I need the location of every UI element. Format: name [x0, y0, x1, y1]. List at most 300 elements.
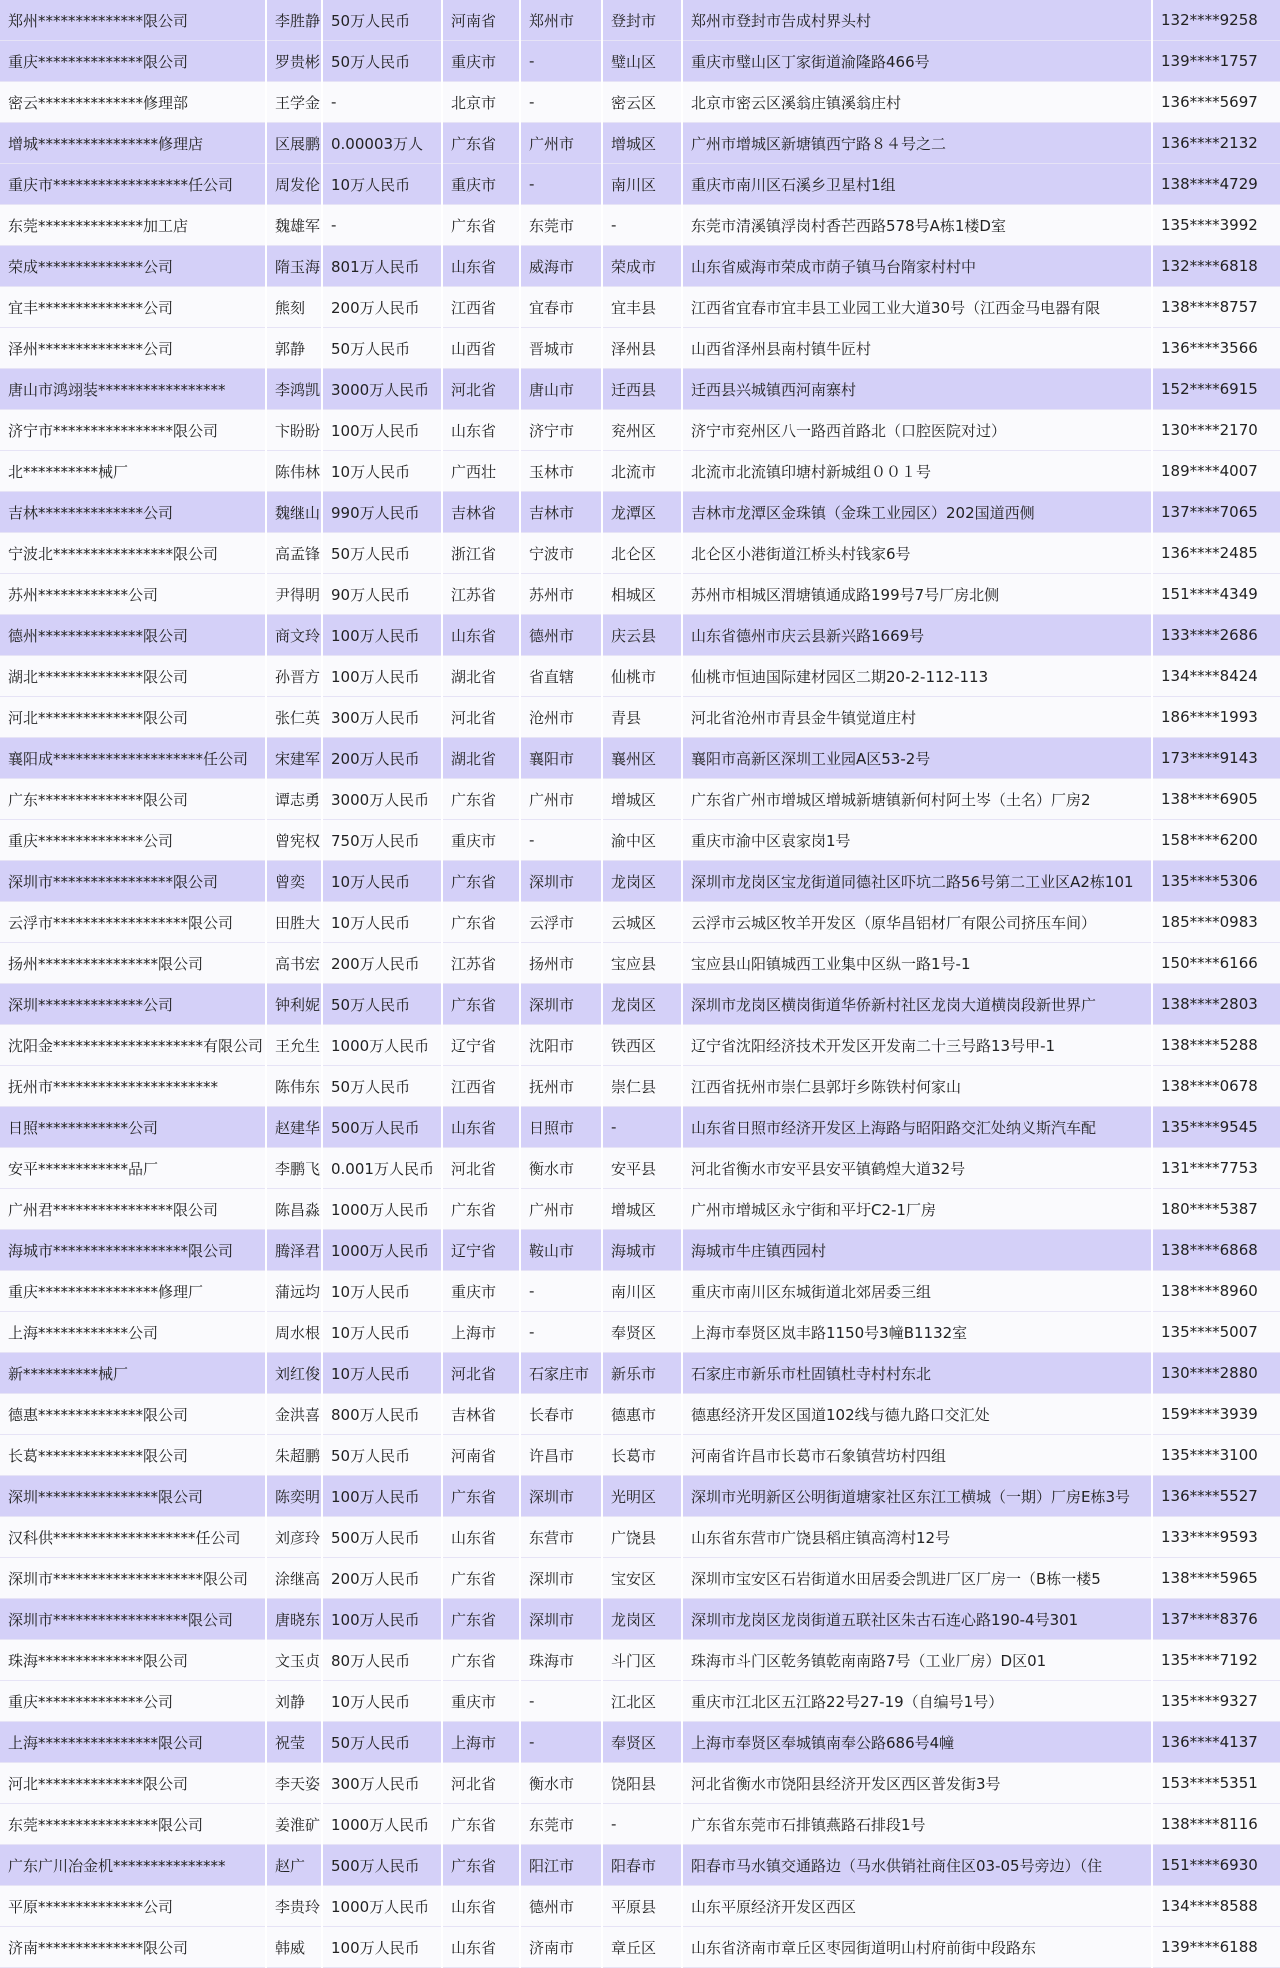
capital-cell: 10万人民币 — [322, 902, 442, 943]
district-cell: 兖州区 — [602, 410, 682, 451]
company-name-cell: 扬州****************限公司 — [0, 943, 266, 984]
district-cell: - — [602, 1804, 682, 1845]
company-name-cell: 上海****************限公司 — [0, 1722, 266, 1763]
legal-rep-cell: 李天姿 — [266, 1763, 322, 1804]
province-cell: 广东省 — [442, 1599, 520, 1640]
province-cell: 重庆市 — [442, 1681, 520, 1722]
district-cell: 江北区 — [602, 1681, 682, 1722]
province-cell: 广东省 — [442, 1189, 520, 1230]
phone-cell: 180****5387 — [1152, 1189, 1280, 1230]
district-cell: 斗门区 — [602, 1640, 682, 1681]
legal-rep-cell: 魏继山 — [266, 492, 322, 533]
company-name-cell: 济宁市****************限公司 — [0, 410, 266, 451]
city-cell: 鞍山市 — [520, 1230, 602, 1271]
table-row — [0, 533, 1280, 574]
province-cell: 广东省 — [442, 1640, 520, 1681]
city-cell: - — [520, 41, 602, 82]
city-cell: 东莞市 — [520, 205, 602, 246]
district-cell: 龙岗区 — [602, 1599, 682, 1640]
company-name-cell: 德惠**************限公司 — [0, 1394, 266, 1435]
province-cell: 河北省 — [442, 1148, 520, 1189]
table-row — [0, 1927, 1280, 1968]
district-cell: 登封市 — [602, 0, 682, 41]
phone-cell: 133****2686 — [1152, 615, 1280, 656]
legal-rep-cell: 文玉贞 — [266, 1640, 322, 1681]
table-row — [0, 1845, 1280, 1886]
district-cell: 密云区 — [602, 82, 682, 123]
address-cell: 广东省广州市增城区增城新塘镇新何村阿土岑（土名）厂房2 — [682, 779, 1152, 820]
address-cell: 海城市牛庄镇西园村 — [682, 1230, 1152, 1271]
company-name-cell: 深圳****************限公司 — [0, 1476, 266, 1517]
company-name-cell: 重庆**************限公司 — [0, 41, 266, 82]
legal-rep-cell: 隋玉海 — [266, 246, 322, 287]
province-cell: 河北省 — [442, 1763, 520, 1804]
district-cell: 安平县 — [602, 1148, 682, 1189]
phone-cell: 186****1993 — [1152, 697, 1280, 738]
city-cell: 深圳市 — [520, 1558, 602, 1599]
legal-rep-cell: 孙晋方 — [266, 656, 322, 697]
address-cell: 辽宁省沈阳经济技术开发区开发南二十三号路13号甲-1 — [682, 1025, 1152, 1066]
capital-cell: 800万人民币 — [322, 1394, 442, 1435]
legal-rep-cell: 陈伟东 — [266, 1066, 322, 1107]
city-cell: 济南市 — [520, 1927, 602, 1968]
address-cell: 深圳市宝安区石岩街道水田居委会凯进厂区厂房一（B栋一楼5 — [682, 1558, 1152, 1599]
company-name-cell: 云浮市******************限公司 — [0, 902, 266, 943]
district-cell: 光明区 — [602, 1476, 682, 1517]
company-name-cell: 北**********械厂 — [0, 451, 266, 492]
legal-rep-cell: 周水根 — [266, 1312, 322, 1353]
capital-cell: 200万人民币 — [322, 287, 442, 328]
company-name-cell: 宁波北****************限公司 — [0, 533, 266, 574]
address-cell: 上海市奉贤区岚丰路1150号3幢B1132室 — [682, 1312, 1152, 1353]
city-cell: - — [520, 1681, 602, 1722]
legal-rep-cell: 卞盼盼 — [266, 410, 322, 451]
city-cell: - — [520, 164, 602, 205]
table-row — [0, 1681, 1280, 1722]
capital-cell: 100万人民币 — [322, 1476, 442, 1517]
legal-rep-cell: 涂继高 — [266, 1558, 322, 1599]
city-cell: 石家庄市 — [520, 1353, 602, 1394]
city-cell: 唐山市 — [520, 369, 602, 410]
table-row — [0, 738, 1280, 779]
district-cell: 阳春市 — [602, 1845, 682, 1886]
table-row — [0, 1722, 1280, 1763]
table-row — [0, 1353, 1280, 1394]
phone-cell: 151****6930 — [1152, 1845, 1280, 1886]
legal-rep-cell: 刘彦玲 — [266, 1517, 322, 1558]
address-cell: 山东省东营市广饶县稻庄镇高湾村12号 — [682, 1517, 1152, 1558]
province-cell: 重庆市 — [442, 164, 520, 205]
table-row — [0, 1763, 1280, 1804]
legal-rep-cell: 蒲远均 — [266, 1271, 322, 1312]
city-cell: 深圳市 — [520, 1476, 602, 1517]
district-cell: 青县 — [602, 697, 682, 738]
district-cell: 龙潭区 — [602, 492, 682, 533]
city-cell: 深圳市 — [520, 861, 602, 902]
address-cell: 北京市密云区溪翁庄镇溪翁庄村 — [682, 82, 1152, 123]
phone-cell: 134****8588 — [1152, 1886, 1280, 1927]
capital-cell: 50万人民币 — [322, 533, 442, 574]
city-cell: 吉林市 — [520, 492, 602, 533]
legal-rep-cell: 钟利妮 — [266, 984, 322, 1025]
province-cell: 山西省 — [442, 328, 520, 369]
company-name-cell: 济南**************限公司 — [0, 1927, 266, 1968]
district-cell: 北仑区 — [602, 533, 682, 574]
company-name-cell: 德州**************限公司 — [0, 615, 266, 656]
table-row — [0, 820, 1280, 861]
company-name-cell: 荣成**************公司 — [0, 246, 266, 287]
legal-rep-cell: 郭静 — [266, 328, 322, 369]
table-row — [0, 123, 1280, 164]
address-cell: 阳春市马水镇交通路边（马水供销社商住区03-05号旁边）（住 — [682, 1845, 1152, 1886]
capital-cell: 50万人民币 — [322, 0, 442, 41]
city-cell: 长春市 — [520, 1394, 602, 1435]
district-cell: 南川区 — [602, 164, 682, 205]
phone-cell: 135****3100 — [1152, 1435, 1280, 1476]
table-row — [0, 1558, 1280, 1599]
province-cell: 江苏省 — [442, 574, 520, 615]
phone-cell: 138****4729 — [1152, 164, 1280, 205]
legal-rep-cell: 赵广 — [266, 1845, 322, 1886]
legal-rep-cell: 宋建军 — [266, 738, 322, 779]
district-cell: 增城区 — [602, 123, 682, 164]
phone-cell: 135****9545 — [1152, 1107, 1280, 1148]
capital-cell: 1000万人民币 — [322, 1025, 442, 1066]
phone-cell: 132****6818 — [1152, 246, 1280, 287]
company-name-cell: 襄阳成********************任公司 — [0, 738, 266, 779]
province-cell: 重庆市 — [442, 41, 520, 82]
legal-rep-cell: 周发伦 — [266, 164, 322, 205]
address-cell: 广东省东莞市石排镇燕路石排段1号 — [682, 1804, 1152, 1845]
company-name-cell: 广州君****************限公司 — [0, 1189, 266, 1230]
city-cell: 东营市 — [520, 1517, 602, 1558]
table-row — [0, 1804, 1280, 1845]
table-row — [0, 0, 1280, 41]
province-cell: 江苏省 — [442, 943, 520, 984]
district-cell: 泽州县 — [602, 328, 682, 369]
province-cell: 山东省 — [442, 1886, 520, 1927]
address-cell: 德惠经济开发区国道102线与德九路口交汇处 — [682, 1394, 1152, 1435]
province-cell: 上海市 — [442, 1312, 520, 1353]
province-cell: 湖北省 — [442, 738, 520, 779]
capital-cell: 3000万人民币 — [322, 369, 442, 410]
province-cell: 江西省 — [442, 287, 520, 328]
district-cell: 龙岗区 — [602, 984, 682, 1025]
capital-cell: 100万人民币 — [322, 1599, 442, 1640]
capital-cell: 300万人民币 — [322, 1763, 442, 1804]
phone-cell: 136****3566 — [1152, 328, 1280, 369]
phone-cell: 153****5351 — [1152, 1763, 1280, 1804]
capital-cell: 200万人民币 — [322, 943, 442, 984]
company-name-cell: 河北**************限公司 — [0, 1763, 266, 1804]
address-cell: 北仑区小港街道江桥头村钱家6号 — [682, 533, 1152, 574]
province-cell: 江西省 — [442, 1066, 520, 1107]
capital-cell: 0.00003万人 — [322, 123, 442, 164]
company-name-cell: 宜丰**************公司 — [0, 287, 266, 328]
province-cell: 河北省 — [442, 369, 520, 410]
company-name-cell: 郑州**************限公司 — [0, 0, 266, 41]
district-cell: 南川区 — [602, 1271, 682, 1312]
province-cell: 广东省 — [442, 1476, 520, 1517]
district-cell: 宝应县 — [602, 943, 682, 984]
city-cell: 玉林市 — [520, 451, 602, 492]
province-cell: 广西壮 — [442, 451, 520, 492]
table-row — [0, 861, 1280, 902]
table-row — [0, 451, 1280, 492]
table-row — [0, 902, 1280, 943]
legal-rep-cell: 高孟锋 — [266, 533, 322, 574]
legal-rep-cell: 熊刻 — [266, 287, 322, 328]
address-cell: 河北省沧州市青县金牛镇觉道庄村 — [682, 697, 1152, 738]
district-cell: 迁西县 — [602, 369, 682, 410]
address-cell: 山东省威海市荣成市荫子镇马台隋家村村中 — [682, 246, 1152, 287]
company-name-cell: 唐山市鸿翊装***************** — [0, 369, 266, 410]
company-name-cell: 海城市******************限公司 — [0, 1230, 266, 1271]
province-cell: 吉林省 — [442, 1394, 520, 1435]
address-cell: 山东平原经济开发区西区 — [682, 1886, 1152, 1927]
address-cell: 云浮市云城区牧羊开发区（原华昌铝材厂有限公司挤压车间） — [682, 902, 1152, 943]
district-cell: 宝安区 — [602, 1558, 682, 1599]
company-name-cell: 重庆**************公司 — [0, 820, 266, 861]
district-cell: 相城区 — [602, 574, 682, 615]
legal-rep-cell: 张仁英 — [266, 697, 322, 738]
address-cell: 上海市奉贤区奉城镇南奉公路686号4幢 — [682, 1722, 1152, 1763]
district-cell: 长葛市 — [602, 1435, 682, 1476]
company-name-cell: 重庆市******************任公司 — [0, 164, 266, 205]
district-cell: - — [602, 205, 682, 246]
table-row — [0, 1066, 1280, 1107]
legal-rep-cell: 王学金 — [266, 82, 322, 123]
province-cell: 上海市 — [442, 1722, 520, 1763]
district-cell: 海城市 — [602, 1230, 682, 1271]
address-cell: 苏州市相城区渭塘镇通成路199号7号厂房北侧 — [682, 574, 1152, 615]
province-cell: 山东省 — [442, 246, 520, 287]
address-cell: 迁西县兴城镇西河南寨村 — [682, 369, 1152, 410]
table-row — [0, 1886, 1280, 1927]
address-cell: 襄阳市高新区深圳工业园A区53-2号 — [682, 738, 1152, 779]
district-cell: 奉贤区 — [602, 1312, 682, 1353]
province-cell: 山东省 — [442, 410, 520, 451]
city-cell: 抚州市 — [520, 1066, 602, 1107]
table-row — [0, 697, 1280, 738]
city-cell: 济宁市 — [520, 410, 602, 451]
legal-rep-cell: 赵建华 — [266, 1107, 322, 1148]
legal-rep-cell: 韩威 — [266, 1927, 322, 1968]
legal-rep-cell: 腾泽君 — [266, 1230, 322, 1271]
district-cell: 仙桃市 — [602, 656, 682, 697]
address-cell: 重庆市渝中区袁家岗1号 — [682, 820, 1152, 861]
company-name-cell: 湖北**************限公司 — [0, 656, 266, 697]
capital-cell: 500万人民币 — [322, 1517, 442, 1558]
capital-cell: 10万人民币 — [322, 861, 442, 902]
capital-cell: 1000万人民币 — [322, 1230, 442, 1271]
district-cell: 宜丰县 — [602, 287, 682, 328]
table-row — [0, 1107, 1280, 1148]
province-cell: 河北省 — [442, 697, 520, 738]
phone-cell: 131****7753 — [1152, 1148, 1280, 1189]
province-cell: 重庆市 — [442, 820, 520, 861]
legal-rep-cell: 李胜静 — [266, 0, 322, 41]
province-cell: 广东省 — [442, 902, 520, 943]
table-row — [0, 1230, 1280, 1271]
phone-cell: 132****9258 — [1152, 0, 1280, 41]
phone-cell: 135****5306 — [1152, 861, 1280, 902]
province-cell: 广东省 — [442, 123, 520, 164]
district-cell: 襄州区 — [602, 738, 682, 779]
phone-cell: 139****1757 — [1152, 41, 1280, 82]
table-row — [0, 1394, 1280, 1435]
phone-cell: 173****9143 — [1152, 738, 1280, 779]
table-row — [0, 287, 1280, 328]
city-cell: - — [520, 82, 602, 123]
city-cell: 日照市 — [520, 1107, 602, 1148]
phone-cell: 136****2132 — [1152, 123, 1280, 164]
legal-rep-cell: 商文玲 — [266, 615, 322, 656]
city-cell: 深圳市 — [520, 984, 602, 1025]
address-cell: 北流市北流镇印塘村新城组００１号 — [682, 451, 1152, 492]
legal-rep-cell: 刘红俊 — [266, 1353, 322, 1394]
address-cell: 广州市增城区永宁街和平圩C2-1厂房 — [682, 1189, 1152, 1230]
city-cell: 宜春市 — [520, 287, 602, 328]
capital-cell: 200万人民币 — [322, 1558, 442, 1599]
capital-cell: 100万人民币 — [322, 410, 442, 451]
city-cell: 沧州市 — [520, 697, 602, 738]
company-name-cell: 珠海**************限公司 — [0, 1640, 266, 1681]
legal-rep-cell: 朱超鹏 — [266, 1435, 322, 1476]
phone-cell: 159****3939 — [1152, 1394, 1280, 1435]
city-cell: 德州市 — [520, 1886, 602, 1927]
address-cell: 深圳市龙岗区宝龙街道同德社区吓坑二路56号第二工业区A2栋101 — [682, 861, 1152, 902]
table-row — [0, 1640, 1280, 1681]
address-cell: 江西省抚州市崇仁县郭圩乡陈铁村何家山 — [682, 1066, 1152, 1107]
phone-cell: 135****7192 — [1152, 1640, 1280, 1681]
phone-cell: 130****2170 — [1152, 410, 1280, 451]
city-cell: - — [520, 1312, 602, 1353]
table-row — [0, 574, 1280, 615]
address-cell: 河北省衡水市饶阳县经济开发区西区普发街3号 — [682, 1763, 1152, 1804]
address-cell: 山东省日照市经济开发区上海路与昭阳路交汇处纳义斯汽车配 — [682, 1107, 1152, 1148]
capital-cell: 100万人民币 — [322, 656, 442, 697]
company-name-cell: 日照************公司 — [0, 1107, 266, 1148]
table-row — [0, 164, 1280, 205]
capital-cell: 50万人民币 — [322, 41, 442, 82]
table-row — [0, 205, 1280, 246]
province-cell: 山东省 — [442, 1927, 520, 1968]
address-cell: 山东省德州市庆云县新兴路1669号 — [682, 615, 1152, 656]
city-cell: 许昌市 — [520, 1435, 602, 1476]
phone-cell: 151****4349 — [1152, 574, 1280, 615]
city-cell: 广州市 — [520, 123, 602, 164]
province-cell: 广东省 — [442, 984, 520, 1025]
phone-cell: 137****7065 — [1152, 492, 1280, 533]
capital-cell: 50万人民币 — [322, 328, 442, 369]
address-cell: 重庆市璧山区丁家街道渝隆路466号 — [682, 41, 1152, 82]
company-name-cell: 新**********械厂 — [0, 1353, 266, 1394]
company-name-cell: 沈阳金********************有限公司 — [0, 1025, 266, 1066]
legal-rep-cell: 唐晓东 — [266, 1599, 322, 1640]
district-cell: - — [602, 1107, 682, 1148]
address-cell: 重庆市南川区东城街道北郊居委三组 — [682, 1271, 1152, 1312]
district-cell: 增城区 — [602, 1189, 682, 1230]
district-cell: 饶阳县 — [602, 1763, 682, 1804]
table-row — [0, 1312, 1280, 1353]
province-cell: 广东省 — [442, 1845, 520, 1886]
city-cell: 苏州市 — [520, 574, 602, 615]
table-row — [0, 410, 1280, 451]
phone-cell: 130****2880 — [1152, 1353, 1280, 1394]
city-cell: 衡水市 — [520, 1148, 602, 1189]
capital-cell: 10万人民币 — [322, 1271, 442, 1312]
legal-rep-cell: 陈奕明 — [266, 1476, 322, 1517]
company-name-cell: 密云**************修理部 — [0, 82, 266, 123]
phone-cell: 135****5007 — [1152, 1312, 1280, 1353]
phone-cell: 158****6200 — [1152, 820, 1280, 861]
capital-cell: 1000万人民币 — [322, 1804, 442, 1845]
address-cell: 深圳市龙岗区龙岗街道五联社区朱古石连心路190-4号301 — [682, 1599, 1152, 1640]
district-cell: 平原县 — [602, 1886, 682, 1927]
table-row — [0, 656, 1280, 697]
city-cell: 郑州市 — [520, 0, 602, 41]
address-cell: 深圳市光明新区公明街道塘家社区东江工横城（一期）厂房E栋3号 — [682, 1476, 1152, 1517]
company-name-cell: 抚州市********************** — [0, 1066, 266, 1107]
phone-cell: 139****6188 — [1152, 1927, 1280, 1968]
province-cell: 重庆市 — [442, 1271, 520, 1312]
phone-cell: 135****3992 — [1152, 205, 1280, 246]
capital-cell: 990万人民币 — [322, 492, 442, 533]
company-name-cell: 深圳市******************限公司 — [0, 1599, 266, 1640]
address-cell: 山东省济南市章丘区枣园街道明山村府前街中段路东 — [682, 1927, 1152, 1968]
table-row — [0, 615, 1280, 656]
phone-cell: 136****2485 — [1152, 533, 1280, 574]
city-cell: 德州市 — [520, 615, 602, 656]
table-row — [0, 328, 1280, 369]
district-cell: 崇仁县 — [602, 1066, 682, 1107]
city-cell: 威海市 — [520, 246, 602, 287]
city-cell: 宁波市 — [520, 533, 602, 574]
address-cell: 宝应县山阳镇城西工业集中区纵一路1号-1 — [682, 943, 1152, 984]
capital-cell: 1000万人民币 — [322, 1189, 442, 1230]
table-row — [0, 246, 1280, 287]
capital-cell: 50万人民币 — [322, 984, 442, 1025]
province-cell: 辽宁省 — [442, 1230, 520, 1271]
company-name-cell: 东莞**************加工店 — [0, 205, 266, 246]
legal-rep-cell: 王允生 — [266, 1025, 322, 1066]
capital-cell: 80万人民币 — [322, 1640, 442, 1681]
company-name-cell: 深圳市********************限公司 — [0, 1558, 266, 1599]
city-cell: - — [520, 820, 602, 861]
phone-cell: 138****0678 — [1152, 1066, 1280, 1107]
company-name-cell: 平原**************公司 — [0, 1886, 266, 1927]
capital-cell: 500万人民币 — [322, 1845, 442, 1886]
city-cell: 襄阳市 — [520, 738, 602, 779]
legal-rep-cell: 魏雄军 — [266, 205, 322, 246]
district-cell: 章丘区 — [602, 1927, 682, 1968]
legal-rep-cell: 金洪喜 — [266, 1394, 322, 1435]
legal-rep-cell: 高书宏 — [266, 943, 322, 984]
table-row — [0, 1599, 1280, 1640]
district-cell: 增城区 — [602, 779, 682, 820]
district-cell: 渝中区 — [602, 820, 682, 861]
district-cell: 奉贤区 — [602, 1722, 682, 1763]
province-cell: 广东省 — [442, 779, 520, 820]
province-cell: 河南省 — [442, 1435, 520, 1476]
phone-cell: 185****0983 — [1152, 902, 1280, 943]
company-name-cell: 苏州************公司 — [0, 574, 266, 615]
city-cell: 珠海市 — [520, 1640, 602, 1681]
legal-rep-cell: 罗贵彬 — [266, 41, 322, 82]
city-cell: - — [520, 1271, 602, 1312]
capital-cell: 10万人民币 — [322, 1353, 442, 1394]
